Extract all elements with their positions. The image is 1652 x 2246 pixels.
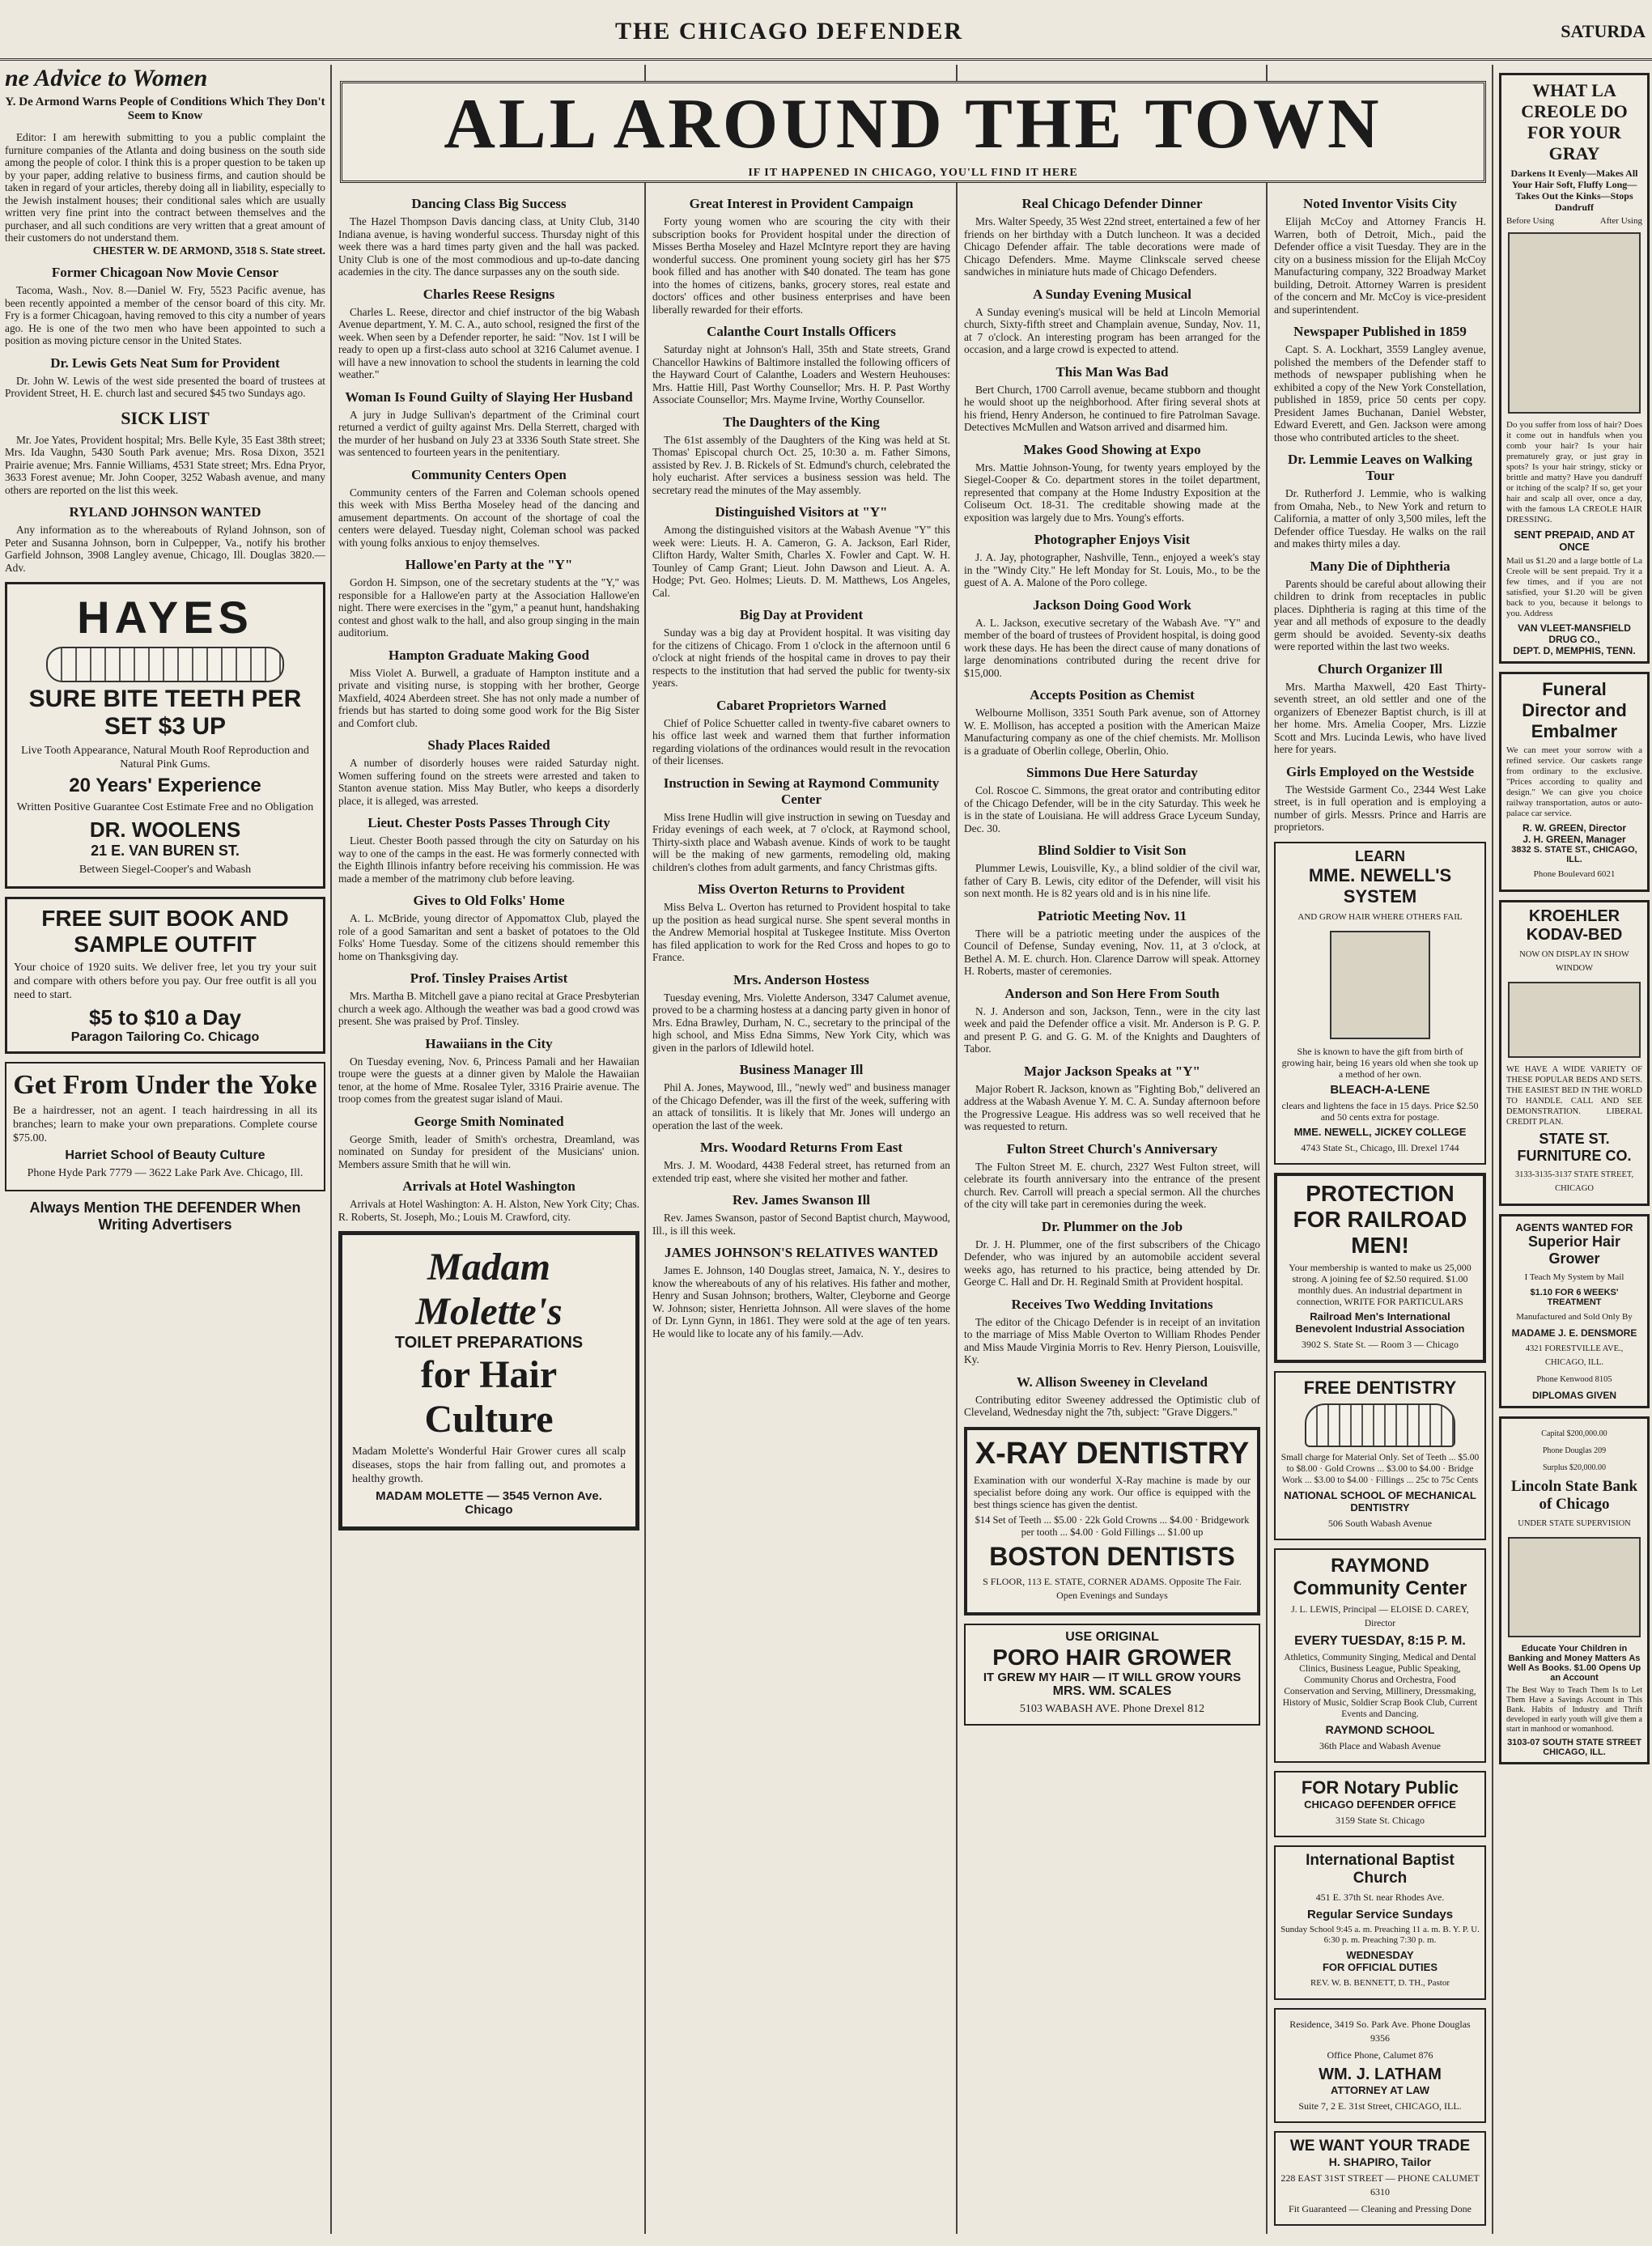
funeral-director-ad: Funeral Director and Embalmer We can meet your sorrow with a refined service. Our caskets range from ordinary to the exclusive. "Prices according to quality and design." We can give you choice railway transportation, autos or auto-palace car service. R. W. GREEN, Director J. H. GREEN, Manager 3832 S. STATE ST., CHICAGO, ILL. Phone Boulevard 6021 xyxy=(1499,672,1650,892)
story-james-johnson: JAMES JOHNSON'S RELATIVES WANTED James E. Johnson, 140 Douglas street, Jamaica, N. Y., desires to know the whereabouts of any of his relatives. His father and mother, Henry and Susan Johnson; brothers, Walter, Cleyborne and George W. Johnson; sister, Henrietta Johnson. All were slaves of the home of Dr. Lynn Gynn, in 1861. They were sold at the age of ten years. He would like to locate any of his family.—Adv. xyxy=(652,1245,950,1340)
notary-ad: FOR Notary Public CHICAGO DEFENDER OFFICE 3159 State St. Chicago xyxy=(1274,1771,1486,1837)
before-label: Before Using xyxy=(1506,216,1554,226)
masthead-day: SATURDA xyxy=(1561,21,1646,41)
hayes-subtitle: SURE BITE TEETH PER SET $3 UP xyxy=(28,686,302,740)
hayes-title: HAYES xyxy=(77,592,253,643)
story-simmons: Simmons Due Here Saturday Col. Roscoe C. Simmons, the great orator and contributing editor of the Chicago Defender, will be in the city Saturday. This week he is in the state of Louisiana. He will address Grace Lyceum Sunday, Dec. 30. xyxy=(964,765,1260,834)
story-daughters-king: The Daughters of the King The 61st assembly of the Daughters of the King was held at St. Thomas' Episcopal church Oct. 25, 10:30 a. m. Father Simons, assisted by Rev. J. B. Rickels of St. Edmund's church, celebrated the holy eucharist. After services a business session was held. The secretary read the minutes of the May assembly. xyxy=(652,414,950,496)
free-suit-ad: FREE SUIT BOOK AND SAMPLE OUTFIT Your choice of 1920 suits. We deliver free, let you try your suit and compare with others before you pay. Our free outfit is all you need to start. $5 to $10 a Day Paragon Tailoring Co. Chicago xyxy=(5,897,325,1054)
story-dancing-class: Dancing Class Big Success The Hazel Thompson Davis dancing class, at Unity Club, 3140 Indiana avenue, is having wonderful success. Thursday night of this week there was a hard times party given and the hall was packed. Unity Club is one of the most commodious and up-to-date dancing academies in the city. The dance surpasses any on the south side. xyxy=(338,196,639,278)
sick-list: SICK LIST Mr. Joe Yates, Provident hospital; Mrs. Belle Kyle, 35 East 38th street; Mrs. Ida Vaughn, 5430 South Park avenue; Mrs. Rosa Dixon, 3521 Prairie avenue; Mrs. Fannie Williams, 4531 State street; Mrs. Edna Pryor, 3633 Forest avenue; Mr. John Cooper, 3252 Wabash avenue, and many others are reported on the list this week. xyxy=(5,407,325,496)
la-creole-ad: WHAT LA CREOLE DO FOR YOUR GRAY Darkens It Evenly—Makes All Your Hair Soft, Fluffy Long—Takes Out the Kinks—Stops Dandruff Before Using After Using Do you suffer from loss of hair? Does it come out in handfuls when you comb your hair? Is your hair prematurely gray, or just gray in spots? Is your hair stringy, sticky or brittle and matty? Have you dandruff or itching of the scalp? If so, get your hair and scalp all over, once a day, with the famous LA CREOLE HAIR DRESSING. SENT PREPAID, AND AT ONCE Mail us $1.20 and a large bottle of La Creole will be sent prepaid. Try it a few times, and if you are not satisfied, your $1.20 will be given back to you, because it belongs to you. Address VAN VLEET-MANSFIELD DRUG CO., DEPT. D, MEMPHIS, TENN. xyxy=(1499,73,1650,664)
hayes-ad: HAYES SURE BITE TEETH PER SET $3 UP Live Tooth Appearance, Natural Mouth Roof Reproduction and Natural Pink Gums. 20 Years' Experience Written Positive Guarantee Cost Estimate Free and no Obligation DR. WOOLENS 21 E. VAN BUREN ST. Between Siegel-Cooper's and Wabash xyxy=(5,582,325,889)
column-rule xyxy=(1492,65,1493,2234)
column-4 xyxy=(964,188,1260,2234)
furniture-image xyxy=(1508,982,1641,1058)
advice-header: ne Advice to Women xyxy=(5,65,208,91)
story-cabaret-warned: Cabaret Proprietors Warned Chief of Police Schuetter called in twenty-five cabaret owners to his office last week and warned them that further information regarding violations of the ordinances would result in the revocation of their licenses. xyxy=(652,697,950,766)
story-fulton-street: Fulton Street Church's Anniversary The Fulton Street M. E. church, 2327 West Fulton street, will celebrate its fourth anniversary into the entrance of the present church. Rev. Carroll will preach a special sermon. All the churches of the city will take part in ceremonies during the week. xyxy=(964,1140,1260,1210)
story-woman-guilty: Woman Is Found Guilty of Slaying Her Husband A jury in Judge Sullivan's department of the Criminal court returned a verdict of guilty against Mrs. Della Sterrett, charged with the murder of her husband on July 23 at 3336 South State street. She was sentenced to fourteen years in the penitentiary. xyxy=(338,388,639,458)
story-sweeney-cleveland: W. Allison Sweeney in Cleveland Contributing editor Sweeney addressed the Optimistic club of Cleveland, Wednesday night the 7th, subject: "Grave Diggers." xyxy=(964,1373,1260,1418)
mention-defender: Always Mention THE DEFENDER When Writing Advertisers xyxy=(29,1199,301,1233)
masthead xyxy=(0,0,1652,61)
story-old-folks-home: Gives to Old Folks' Home A. L. McBride, young director of Appomattox Club, played the role of a good Samaritan and sent a basket of potatoes to the Old Folks' Home Tuesday. Some of the citizens should remember this home on Thanksgiving day. xyxy=(338,893,639,962)
story-distinguished-visitors: Distinguished Visitors at "Y" Among the distinguished visitors at the Wabash Avenue "Y" this week were: Lieuts. H. A. Cameron, G. A. Jackson, Earl Rider, Clifton Hardy, Walter Smith, Charles X. Fowler and Capt. W. H. Tounley of Camp Grant; Lieut. John Dawson and Lieut. A. A. Hodge; Pvt. Geo. Holmes; Lieuts. D. M. Matthews, Los Angeles, Cal. xyxy=(652,504,950,599)
story-chemist: Accepts Position as Chemist Welbourne Mollison, 3351 South Park avenue, son of Attorney W. E. Mollison, has accepted a position with the American Maize Manufacturing company as one of the chief chemists. Mr. Mollison is a graduate of Oberlin college, Oberlin, Ohio. xyxy=(964,687,1260,757)
story-dr-lewis: Dr. Lewis Gets Neat Sum for Provident Dr. John W. Lewis of the west side presented the board of trustees at Provident Street, H. E. church last and secured $45 two Sundays ago. xyxy=(5,355,325,399)
column-rule xyxy=(330,65,332,2234)
story-church-organizer: Church Organizer Ill Mrs. Martha Maxwell, 420 East Thirty-seventh street, an old settler and one of the organizers of Ebenezer Baptist church, is ill at her home. Mrs. Amelia Cooper, Mrs. Lizzie Scott and Mrs. Lucinda Lewis, who have lived here for years. xyxy=(1274,660,1486,755)
teeth-icon xyxy=(46,647,284,682)
story-lieut-chester: Lieut. Chester Posts Passes Through City Lieut. Chester Booth passed through the city on Saturday on his way to one of the camps in the east. He was formerly connected with the Eighth Illinois infantry before receiving his commission. He was made a member of the matrimony club before leaving. xyxy=(338,815,639,885)
story-dr-plummer: Dr. Plummer on the Job Dr. J. H. Plummer, one of the first subscribers of the Chicago Defender, who was injured by an automobile accident several weeks ago, has returned to his practice, being attended by Dr. George C. Hall and Dr. H. Reginald Smith at Provident hospital. xyxy=(964,1218,1260,1288)
attorney-ad: Residence, 3419 So. Park Ave. Phone Douglas 9356 Office Phone, Calumet 876 WM. J. LATHAM ATTORNEY AT LAW Suite 7, 2 E. 31st Street, CHICAGO, ILL. xyxy=(1274,2008,1486,2123)
story-community-centers: Community Centers Open Community centers of the Farren and Coleman schools opened this week with Miss Bertha Moseley head of the dancing and amusement departments. On account of the shortage of coal the centers were delayed. Tuesday night, Coleman school was packed with young folks anxious to enjoy themselves. xyxy=(338,466,639,549)
story-big-day-provident: Big Day at Provident Sunday was a big day at Provident hospital. It was visiting day for the citizens of Chicago. From 1 o'clock in the afternoon until 6 o'clock at night friends of the hospital came in droves to pay their respects to the institution that had served the public for twenty-six years. xyxy=(652,607,950,689)
tailor-ad: WE WANT YOUR TRADE H. SHAPIRO, Tailor 228 EAST 31ST STREET — PHONE CALUMET 6310 Fit Guaranteed — Cleaning and Pressing Done xyxy=(1274,2131,1486,2226)
story-miss-overton: Miss Overton Returns to Provident Miss Belva L. Overton has returned to Provident hospital to take up the position as head surgical nurse. She spent several months in the Andrew Memorial hospital at Tuskegee Institute. Miss Overton has filed application to work for the Red Cross and hopes to go to France. xyxy=(652,881,950,963)
story-anderson-son: Anderson and Son Here From South N. J. Anderson and son, Jackson, Tenn., were in the city last week and paid the Defender office a visit. Mr. Anderson is P. G. P. and present P. G. and G. G. M. of the Knights and Daughters of Tabor. xyxy=(964,985,1260,1055)
story-photographer: Photographer Enjoys Visit J. A. Jay, photographer, Nashville, Tenn., enjoyed a week's stay in the "Windy City." He left Monday for St. Louis, Mo., to be the guest of A. A. Malone of the Poro college. xyxy=(964,532,1260,588)
yoke-ad: Get From Under the Yoke Be a hairdresser, not an agent. I teach hairdressing in all its branches; learn to make your own preparations. Complete course $75.00. Harriet School of Beauty Culture Phone Hyde Park 7779 — 3622 Lake Park Ave. Chicago, Ill. xyxy=(5,1062,325,1191)
story-ryland-johnson: RYLAND JOHNSON WANTED Any information as to the whereabouts of Ryland Johnson, son of Peter and Susanna Johnson, born in Culpepper, Va., notify his brother Garfield Johnson, 3908 Langley avenue, Chicago, Ill. Douglas 3820.—Adv. xyxy=(5,504,325,574)
children-bank-image xyxy=(1508,1537,1641,1637)
advice-subhead: Y. De Armond Warns People of Conditions Which They Don't Seem to Know xyxy=(5,96,325,122)
kroehler-bed-ad: KROEHLER KODAV-BED NOW ON DISPLAY IN SHOW WINDOW WE HAVE A WIDE VARIETY OF THESE POPULAR BEDS AND SETS. THE EASIEST BED IN THE WORLD TO HANDLE. CALL AND SEE DEMONSTRATION. LIBERAL CREDIT PLAN. STATE ST. FURNITURE CO. 3133-3135-3137 STATE STREET, CHICAGO xyxy=(1499,900,1650,1206)
banner-subline: IF IT HAPPENED IN CHICAGO, YOU'LL FIND IT HERE xyxy=(748,167,1078,179)
portrait-image xyxy=(1330,931,1430,1039)
story-man-was-bad: This Man Was Bad Bert Church, 1700 Carroll avenue, became stubborn and thought he would shoot up the neighborhood. After firing several shots at his friend, Henry Anderson, he continued to fire Patrolman Savage. Detectives McMullen and Watson arrived and disarmed him. xyxy=(964,363,1260,433)
column-5 xyxy=(1274,188,1486,2234)
story-business-manager: Business Manager Ill Phil A. Jones, Maywood, Ill., "newly wed" and business manager of the Chicago Defender, was ill the first of the week, suffering with an attack of tonsilitis. It is likely that Mr. Jones will undergo an operation the last of the week. xyxy=(652,1062,950,1131)
story-girls-employed: Girls Employed on the Westside The Westside Garment Co., 2344 West Lake street, is in full operation and is employing a number of girls. Messrs. Prince and Harris are proprietors. xyxy=(1274,763,1486,833)
xray-dentistry-ad: X-RAY DENTISTRY Examination with our wonderful X-Ray machine is made by our specialist before doing any work. Our office is equipped with the best things science has given the dentist. $14 Set of Teeth ... $5.00 · 22k Gold Crowns ... $4.00 · Bridgework per tooth ... $4.00 · Gold Fillings ... $1.00 up BOSTON DENTISTS S FLOOR, 113 E. STATE, CORNER ADAMS. Opposite The Fair. Open Evenings and Sundays xyxy=(964,1427,1260,1616)
story-halloween-party: Hallowe'en Party at the "Y" Gordon H. Simpson, one of the secretary students at the "Y," was responsible for a Hallowe'en party at the Association Hallowe'en night. There were exercises in the "gym," a peanut hunt, handshaking contest and ghost walk to the hall, and also group singing in the main auditorium. xyxy=(338,557,639,639)
story-george-smith: George Smith Nominated George Smith, leader of Smith's orchestra, Dreamland, was nominated on Sunday for president of the Musicians' union. Members assure Smith that he will win. xyxy=(338,1113,639,1170)
story-hawaiians: Hawaiians in the City On Tuesday evening, Nov. 6, Princess Pamali and her Hawaiian troupe were the guests at a dinner given by Malole the Hawaiian tenor, at the home of Mme. Rosalee Tyler, 3316 Prairie avenue. The troop comes from the greatest sugar island of Maui. xyxy=(338,1035,639,1105)
story-calanthe-court: Calanthe Court Installs Officers Saturday night at Johnson's Hall, 35th and State streets, Grand Chancellor Hawkins of Baltimore installed the following officers of the Hayward Court of Calanthe, Loaders and Western Heuhouses: Mrs. Hattie Hill, Past Worthy Counsellor; Mrs. H. P. Past Worthy Associate Counsellor; Mrs. Mayme Irvine, Worthy Counsellor. xyxy=(652,324,950,405)
story-good-showing: Makes Good Showing at Expo Mrs. Mattie Johnson-Young, for twenty years employed by the Siegel-Cooper & Co. department stores in the toilet department, represented that company at the Home Industry Exposition at the Coliseum Oct. 18-31. The creditable showing made at the exposition was largely due to Mrs. Young's efforts. xyxy=(964,441,1260,524)
baptist-church-ad: International Baptist Church 451 E. 37th St. near Rhodes Ave. Regular Service Sundays Sunday School 9:45 a. m. Preaching 11 a. m. B. Y. P. U. 6:30 p. m. Preaching 7:30 p. m. WEDNESDAY FOR OFFICIAL DUTIES REV. W. B. BENNETT, D. TH., Pastor xyxy=(1274,1845,1486,2000)
story-newspaper-1859: Newspaper Published in 1859 Capt. S. A. Lockhart, 3559 Langley avenue, polished the members of the Defender staff to methods of newspaper publishing when he exhibited a copy of the New York Constellation, published in 1859, price 50 cents per copy. President James Buchanan, Daniel Webster, Edward Everett, and Gen. Jackson were among those who contributed articles to the sheet. xyxy=(1274,324,1486,444)
story-patriotic-meeting: Patriotic Meeting Nov. 11 There will be a patriotic meeting under the auspices of the Council of Defense, Sunday evening, Nov. 11, at 3 o'clock, at Bethel A. M. E. church. Hon. Clarence Darrow will speak. Attorney H. Roberts, master of ceremonies. xyxy=(964,907,1260,977)
story-prof-tinsley: Prof. Tinsley Praises Artist Mrs. Martha B. Mitchell gave a piano recital at Grace Presbyterian church a week ago. Although the weather was bad a good crowd was present. She was praised by Prof. Tinsley. xyxy=(338,970,639,1027)
story-rev-swanson: Rev. James Swanson Ill Rev. James Swanson, pastor of Second Baptist church, Maywood, Ill., is ill this week. xyxy=(652,1192,950,1237)
story-defender-dinner: Real Chicago Defender Dinner Mrs. Walter Speedy, 35 West 22nd street, entertained a few of her friends on her birthday with a Dutch luncheon. It was a decided Chicago Defender affair. The table decorations were made of Chicago Defenders. Mme. Mayme Clinkscale served cheese sandwiches in miniature huts made of Chicago Defenders. xyxy=(964,196,1260,278)
dentures-icon xyxy=(1305,1403,1455,1447)
masthead-title: THE CHICAGO DEFENDER xyxy=(615,18,964,45)
hair-grower-agents-ad: AGENTS WANTED FOR Superior Hair Grower I Teach My System by Mail $1.10 FOR 6 WEEKS' TREATMENT Manufactured and Sold Only By MADAME J. E. DENSMORE 4321 FORESTVILLE AVE., CHICAGO, ILL. Phone Kenwood 8105 DIPLOMAS GIVEN xyxy=(1499,1214,1650,1408)
after-label: After Using xyxy=(1599,216,1642,226)
poro-hair-grower-ad: USE ORIGINAL PORO HAIR GROWER IT GREW MY HAIR — IT WILL GROW YOURS MRS. WM. SCALES 5103 WABASH AVE. Phone Drexel 812 xyxy=(964,1624,1260,1726)
column-rule xyxy=(956,65,958,2234)
advice-letter: Editor: I am herewith submitting to you a public complaint the furniture companies of the Atlanta and doing business on the south side among the people of color. I think this is a proper question to be taken up by your paper, adding relative to business firms, and caution should be taken in regard of your articles, thereby doing all in liability, especially to the Jewish instalment houses; their conditional sales which are usually written very fine print into the contract between themselves and the purchaser, and all such conditions are very written that a great amount of their customers do not understand them. CHESTER W. DE ARMOND, 3518 S. State street. xyxy=(5,131,325,257)
story-mrs-anderson: Mrs. Anderson Hostess Tuesday evening, Mrs. Violette Anderson, 3347 Calumet avenue, proved to be a charming hostess at a dancing party given in honor of Mrs. Edna Brawley, Durham, N. C., secretary to the principal of the high school, and Miss Edna Simms, New York City, which was given in the parlors of Idlewild hotel. xyxy=(652,971,950,1054)
free-dentistry-ad: FREE DENTISTRY Small charge for Material Only. Set of Teeth ... $5.00 to $8.00 · Gold Crowns ... $3.00 to $4.00 · Bridge Work ... $3.00 to $4.00 · Fillings ... 25c to 75c Cents NATIONAL SCHOOL OF MECHANICAL DENTISTRY 506 South Wabash Avenue xyxy=(1274,1371,1486,1540)
story-blind-soldier: Blind Soldier to Visit Son Plummer Lewis, Louisville, Ky., a blind soldier of the civil war, father of Cary B. Lewis, city editor of the Defender, will visit his son next month. He is 82 years old and is in his nine life. xyxy=(964,843,1260,899)
column-rule xyxy=(1266,65,1268,2234)
hayes-doctor: DR. WOOLENS xyxy=(89,817,241,842)
madam-molette-ad: Madam Molette's TOILET PREPARATIONS for Hair Culture Madam Molette's Wonderful Hair Grower cures all scalp diseases, stops the hair from falling out, and promotes a healthy growth. MADAM MOLETTE — 3545 Vernon Ave. Chicago xyxy=(338,1231,639,1531)
column-2 xyxy=(338,188,639,2234)
two-women-portrait-image xyxy=(1508,232,1641,414)
column-1 xyxy=(5,65,325,2234)
story-walking-tour: Dr. Lemmie Leaves on Walking Tour Dr. Rutherford J. Lemmie, who is walking from Omaha, Neb., to New York and return to California, a matter of only 3,500 miles, left the Defender office Tuesday. He walks on the rail and makes thirty miles a day. xyxy=(1274,452,1486,550)
column-3 xyxy=(652,188,950,2234)
banner-headline: ALL AROUND THE TOWN xyxy=(444,85,1382,163)
lincoln-bank-ad: Capital $200,000.00 Phone Douglas 209 Surplus $20,000.00 Lincoln State Bank of Chicago UNDER STATE SUPERVISION Educate Your Children in Banking and Money Matters As Well As Books. $1.00 Opens Up an Account The Best Way to Teach Them Is to Let Them Have a Savings Account in This Bank. Habits of Industry and Thrift developed in early youth will give them a start in manhood or womanhood. 3103-07 SOUTH STATE STREET CHICAGO, ILL. xyxy=(1499,1416,1650,1764)
story-movie-censor: Former Chicagoan Now Movie Censor Tacoma, Wash., Nov. 8.—Daniel W. Fry, 5523 Pacific avenue, has been recently appointed a member of the censor board of this city. Mr. Fry is a former Chicagoan, having removed to this city a number of years ago. He is one of the two men who have been appointed to such a position as moving picture censor in the United States. xyxy=(5,265,325,346)
story-hampton-graduate: Hampton Graduate Making Good Miss Violet A. Burwell, a graduate of Hampton institute and a private and visiting nurse, is stopping with her brother, George Maxfield, 4024 Aberdeen street. She has not only made a number of friends but has started to doing some good work for the Big Sister and Comfort club. xyxy=(338,647,639,729)
story-major-jackson: Major Jackson Speaks at "Y" Major Robert R. Jackson, known as "Fighting Bob," delivered an address at the Wabash Avenue Y. M. C. A. Sunday afternoon before the Progressive League. His address was so well received that he was requested to return. xyxy=(964,1063,1260,1132)
banner xyxy=(340,81,1486,183)
story-charles-reese: Charles Reese Resigns Charles L. Reese, director and chief instructor of the big Wabash Avenue department, Y. M. C. A., auto school, resigned the first of the week. When seen by a Defender reporter, he said: "Nov. 1st I will be ready to open up a first-class auto school at 3216 Calumet avenue. I will have a new innovation to school the students in learning the cold weather." xyxy=(338,286,639,380)
raymond-center-ad: RAYMOND Community Center J. L. LEWIS, Principal — ELOISE D. CAREY, Director EVERY TUESDAY, 8:15 P. M. Athletics, Community Singing, Medical and Dental Clinics, Business League, Public Speaking, Community Chorus and Orchestra, Food Conservation and Serving, Millinery, Dressmaking, History of Music, Soldier Scrap Book Club, Current Events and Dancing. RAYMOND SCHOOL 36th Place and Wabash Avenue xyxy=(1274,1548,1486,1763)
story-noted-inventor: Noted Inventor Visits City Elijah McCoy and Attorney Francis H. Warren, both of Detroit, Mich., paid the Defender office a visit Tuesday. They are in the city on a business mission for the Elijah McCoy Manufacturing company, 322 Broadway Market building, Detroit. Attorney Warren is president of the concern and Mr. McCoy is vice-president and superintendent. xyxy=(1274,196,1486,316)
newell-system-ad: LEARN MME. NEWELL'S SYSTEM AND GROW HAIR WHERE OTHERS FAIL She is known to have the gift from birth of growing hair, being 16 years old when she took up a method of her own. BLEACH-A-LENE clears and lightens the face in 15 days. Price $2.50 and 50 cents extra for postage. MME. NEWELL, JICKEY COLLEGE 4743 State St., Chicago, Ill. Drexel 1744 xyxy=(1274,842,1486,1165)
column-6 xyxy=(1499,65,1650,2234)
story-mrs-woodard: Mrs. Woodard Returns From East Mrs. J. M. Woodard, 4438 Federal street, has returned from an extended trip east, where she visited her mother and father. xyxy=(652,1140,950,1184)
protection-railroad-ad: PROTECTION FOR RAILROAD MEN! Your membership is wanted to make us 25,000 strong. A joining fee of $2.50 required. $1.00 monthly dues. An industrial department in connection, WRITE FOR PARTICULARS Railroad Men's International Benevolent Industrial Association 3902 S. State St. — Room 3 — Chicago xyxy=(1274,1173,1486,1363)
story-sewing-instruction: Instruction in Sewing at Raymond Community Center Miss Irene Hudlin will give instruction in sewing on Tuesday and Friday evenings of each week, at 7 o'clock, at Raymond school, Thirty-sixth place and Wabash avenue. Kinds of work to be taught will be the making of new garments, remodeling old, making children's clothes from adult garments, and fancy Christmas gifts. xyxy=(652,775,950,873)
story-provident-campaign: Great Interest in Provident Campaign Forty young women who are scouring the city with their subscription books for Provident hospital under the direction of Misses Bertha Moseley and Hazel McIntyre report they are having wonderful success. One prominent young society girl has her $75 book filled and has another with $40 donated. The team has gone into the homes of citizens, banks, grocery stores, real estate and doctors' offices and other business enterprises and have been liberally rewarded for their efforts. xyxy=(652,196,950,316)
story-diphtheria: Many Die of Diphtheria Parents should be careful about allowing their children to drink from receptacles in public places. Diphtheria is raging at this time of the year and all methods of exposure to the deadly germ should be avoided. Seventy-six deaths were reported within the last two weeks. xyxy=(1274,558,1486,652)
story-jackson-work: Jackson Doing Good Work A. L. Jackson, executive secretary of the Wabash Ave. "Y" and member of the board of trustees of Provident hospital, is doing good work these days. He has been the direct cause of many donations of large denominations contributed during the recent drive for $15,000. xyxy=(964,597,1260,679)
advice-signature: CHESTER W. DE ARMOND, 3518 S. State street. xyxy=(92,244,325,257)
story-shady-places: Shady Places Raided A number of disorderly houses were raided Saturday night. Women suffering found on the streets were arrested and taken to Stanton avenue station. Miss May Butler, who keeps a disorderly place, it is alleged, was arrested. xyxy=(338,737,639,807)
story-sunday-musical: A Sunday Evening Musical A Sunday evening's musical will be held at Lincoln Memorial church, Sixty-fifth street and Champlain avenue, Sunday, Nov. 11, at 7 o'clock. An interesting program has been arranged for the occasion, and a large crowd is expected to attend. xyxy=(964,286,1260,355)
column-rule xyxy=(644,65,646,2234)
story-hotel-washington: Arrivals at Hotel Washington Arrivals at Hotel Washington: A. H. Alston, New York City; Chas. R. Roberts, St. Joseph, Mo.; Louis M. Crawford, city. xyxy=(338,1178,639,1223)
story-wedding-invitations: Receives Two Wedding Invitations The editor of the Chicago Defender is in receipt of an invitation to the marriage of Miss Mable Overton to William Rhodes Pender and Miss Maude Virginia Morris to Rev. Henry Pierson, Louisville, Ky. xyxy=(964,1296,1260,1365)
